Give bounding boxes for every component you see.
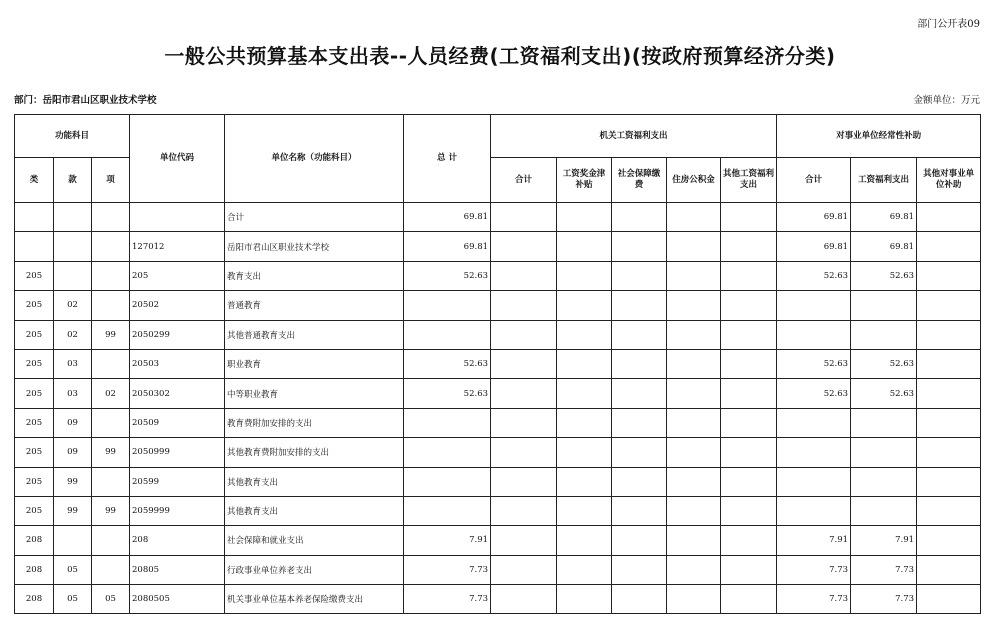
agency-wage-cell [557, 349, 612, 378]
inst-wage-cell: 69.81 [851, 232, 917, 261]
agency-social-cell [612, 408, 667, 437]
inst-other-cell [917, 291, 981, 320]
class-cell: 205 [15, 349, 54, 378]
total-cell [404, 408, 491, 437]
section-cell [54, 203, 92, 232]
unit-code-cell: 2050299 [130, 320, 225, 349]
inst-total-cell [777, 496, 851, 525]
section-cell [54, 526, 92, 555]
inst-other-cell [917, 467, 981, 496]
inst-wage-cell [851, 291, 917, 320]
inst-total-cell: 7.73 [777, 585, 851, 614]
header-agency-housing: 住房公积金 [667, 158, 721, 203]
inst-other-cell [917, 261, 981, 290]
class-cell: 205 [15, 408, 54, 437]
item-cell: 05 [92, 585, 130, 614]
inst-total-cell [777, 320, 851, 349]
inst-wage-cell [851, 320, 917, 349]
section-cell [54, 232, 92, 261]
header-total: 总 计 [404, 115, 491, 203]
header-section: 款 [54, 158, 92, 203]
agency-total-cell [491, 438, 557, 467]
agency-housing-cell [667, 291, 721, 320]
inst-wage-cell: 7.73 [851, 555, 917, 584]
section-cell: 03 [54, 349, 92, 378]
agency-wage-cell [557, 496, 612, 525]
header-agency-total: 合计 [491, 158, 557, 203]
agency-total-cell [491, 232, 557, 261]
inst-total-cell [777, 408, 851, 437]
table-row [15, 203, 981, 232]
agency-total-cell [491, 526, 557, 555]
header-agency-wage: 工资奖金津补贴 [557, 158, 612, 203]
unit-name-cell: 职业教育 [225, 349, 404, 378]
total-cell: 7.91 [404, 526, 491, 555]
agency-housing-cell [667, 585, 721, 614]
section-cell: 02 [54, 291, 92, 320]
agency-wage-cell [557, 467, 612, 496]
class-cell [15, 203, 54, 232]
header-inst-wage: 工资福利支出 [851, 158, 917, 203]
class-cell: 205 [15, 438, 54, 467]
agency-social-cell [612, 349, 667, 378]
inst-total-cell: 52.63 [777, 349, 851, 378]
unit-code-cell: 20509 [130, 408, 225, 437]
agency-social-cell [612, 438, 667, 467]
inst-other-cell [917, 408, 981, 437]
unit-name-cell: 中等职业教育 [225, 379, 404, 408]
agency-other-cell [721, 232, 777, 261]
header-item: 项 [92, 158, 130, 203]
inst-wage-cell [851, 467, 917, 496]
agency-total-cell [491, 496, 557, 525]
table-row [15, 408, 981, 437]
item-cell [92, 555, 130, 584]
table-row [15, 320, 981, 349]
agency-housing-cell [667, 232, 721, 261]
agency-other-cell [721, 496, 777, 525]
unit-code-cell: 20502 [130, 291, 225, 320]
unit-code-cell: 205 [130, 261, 225, 290]
item-cell [92, 467, 130, 496]
inst-total-cell: 7.73 [777, 555, 851, 584]
header-class: 类 [15, 158, 54, 203]
agency-other-cell [721, 467, 777, 496]
agency-other-cell [721, 261, 777, 290]
class-cell [15, 232, 54, 261]
total-cell [404, 291, 491, 320]
inst-total-cell [777, 291, 851, 320]
inst-other-cell [917, 349, 981, 378]
agency-other-cell [721, 320, 777, 349]
agency-wage-cell [557, 291, 612, 320]
agency-housing-cell [667, 349, 721, 378]
agency-wage-cell [557, 232, 612, 261]
agency-wage-cell [557, 261, 612, 290]
agency-other-cell [721, 438, 777, 467]
header-unit-code: 单位代码 [130, 115, 225, 203]
agency-housing-cell [667, 320, 721, 349]
agency-total-cell [491, 408, 557, 437]
class-cell: 208 [15, 585, 54, 614]
table-row [15, 467, 981, 496]
inst-other-cell [917, 320, 981, 349]
header-unit-name: 单位名称（功能科目） [225, 115, 404, 203]
agency-wage-cell [557, 408, 612, 437]
agency-other-cell [721, 291, 777, 320]
inst-wage-cell: 52.63 [851, 261, 917, 290]
inst-wage-cell: 52.63 [851, 379, 917, 408]
agency-wage-cell [557, 555, 612, 584]
agency-social-cell [612, 261, 667, 290]
unit-name-cell: 行政事业单位养老支出 [225, 555, 404, 584]
unit-code-cell: 20599 [130, 467, 225, 496]
unit-name-cell: 其他教育费附加安排的支出 [225, 438, 404, 467]
class-cell: 205 [15, 261, 54, 290]
section-cell: 99 [54, 467, 92, 496]
agency-other-cell [721, 349, 777, 378]
inst-wage-cell: 7.91 [851, 526, 917, 555]
unit-code-cell: 2050999 [130, 438, 225, 467]
table-row [15, 555, 981, 584]
unit-name-cell: 其他教育支出 [225, 467, 404, 496]
inst-other-cell [917, 438, 981, 467]
class-cell: 205 [15, 291, 54, 320]
unit-name-cell: 普通教育 [225, 291, 404, 320]
item-cell [92, 261, 130, 290]
agency-social-cell [612, 585, 667, 614]
agency-social-cell [612, 379, 667, 408]
total-cell: 52.63 [404, 379, 491, 408]
inst-other-cell [917, 203, 981, 232]
agency-total-cell [491, 291, 557, 320]
agency-social-cell [612, 320, 667, 349]
table-row [15, 261, 981, 290]
inst-wage-cell [851, 496, 917, 525]
agency-housing-cell [667, 555, 721, 584]
page-title: 一般公共预算基本支出表--人员经费(工资福利支出)(按政府预算经济分类) [164, 44, 836, 68]
agency-other-cell [721, 585, 777, 614]
total-cell: 7.73 [404, 555, 491, 584]
inst-total-cell: 7.91 [777, 526, 851, 555]
inst-wage-cell: 7.73 [851, 585, 917, 614]
agency-social-cell [612, 203, 667, 232]
agency-housing-cell [667, 203, 721, 232]
item-cell: 99 [92, 320, 130, 349]
unit-code-cell: 20503 [130, 349, 225, 378]
inst-other-cell [917, 555, 981, 584]
table-row [15, 232, 981, 261]
table-row [15, 526, 981, 555]
class-cell: 208 [15, 526, 54, 555]
class-cell: 205 [15, 496, 54, 525]
header-function-subject: 功能科目 [15, 115, 130, 158]
inst-other-cell [917, 526, 981, 555]
agency-housing-cell [667, 379, 721, 408]
department-label: 部门：岳阳市君山区职业技术学校 [14, 95, 157, 106]
table-row [15, 496, 981, 525]
agency-other-cell [721, 526, 777, 555]
item-cell [92, 349, 130, 378]
section-cell: 05 [54, 555, 92, 584]
form-number: 部门公开表09 [917, 19, 980, 30]
agency-social-cell [612, 496, 667, 525]
total-cell [404, 320, 491, 349]
agency-total-cell [491, 320, 557, 349]
agency-wage-cell [557, 203, 612, 232]
agency-wage-cell [557, 320, 612, 349]
inst-other-cell [917, 496, 981, 525]
agency-wage-cell [557, 379, 612, 408]
header-agency-social: 社会保障缴费 [612, 158, 667, 203]
unit-code-cell: 20805 [130, 555, 225, 584]
item-cell [92, 291, 130, 320]
inst-total-cell: 69.81 [777, 232, 851, 261]
table-row [15, 438, 981, 467]
header-agency-other: 其他工资福利支出 [721, 158, 777, 203]
agency-housing-cell [667, 467, 721, 496]
expenditure-table [14, 114, 981, 614]
agency-social-cell [612, 291, 667, 320]
inst-wage-cell: 52.63 [851, 349, 917, 378]
agency-total-cell [491, 349, 557, 378]
agency-wage-cell [557, 585, 612, 614]
section-cell: 09 [54, 408, 92, 437]
agency-other-cell [721, 555, 777, 584]
unit-code-cell: 2050302 [130, 379, 225, 408]
item-cell [92, 526, 130, 555]
agency-wage-cell [557, 438, 612, 467]
item-cell: 99 [92, 438, 130, 467]
table-row [15, 379, 981, 408]
total-cell: 69.81 [404, 232, 491, 261]
agency-social-cell [612, 555, 667, 584]
unit-name-cell: 岳阳市君山区职业技术学校 [225, 232, 404, 261]
unit-code-cell: 2080505 [130, 585, 225, 614]
inst-total-cell: 69.81 [777, 203, 851, 232]
class-cell: 205 [15, 320, 54, 349]
agency-housing-cell [667, 438, 721, 467]
class-cell: 208 [15, 555, 54, 584]
agency-other-cell [721, 379, 777, 408]
inst-total-cell: 52.63 [777, 379, 851, 408]
inst-other-cell [917, 585, 981, 614]
class-cell: 205 [15, 467, 54, 496]
total-cell [404, 496, 491, 525]
unit-name-cell: 其他教育支出 [225, 496, 404, 525]
unit-code-cell: 127012 [130, 232, 225, 261]
unit-code-cell [130, 203, 225, 232]
agency-social-cell [612, 467, 667, 496]
class-cell: 205 [15, 379, 54, 408]
section-cell: 03 [54, 379, 92, 408]
agency-total-cell [491, 261, 557, 290]
agency-other-cell [721, 408, 777, 437]
agency-housing-cell [667, 496, 721, 525]
inst-wage-cell: 69.81 [851, 203, 917, 232]
table-row [15, 349, 981, 378]
agency-total-cell [491, 467, 557, 496]
section-cell: 02 [54, 320, 92, 349]
agency-social-cell [612, 232, 667, 261]
section-cell: 09 [54, 438, 92, 467]
total-cell: 52.63 [404, 261, 491, 290]
unit-label: 金额单位：万元 [913, 95, 980, 106]
unit-code-cell: 2059999 [130, 496, 225, 525]
inst-total-cell [777, 438, 851, 467]
agency-housing-cell [667, 261, 721, 290]
header-inst-group: 对事业单位经常性补助 [777, 115, 981, 158]
unit-name-cell: 教育支出 [225, 261, 404, 290]
inst-other-cell [917, 379, 981, 408]
unit-name-cell: 合计 [225, 203, 404, 232]
item-cell [92, 408, 130, 437]
agency-other-cell [721, 203, 777, 232]
unit-name-cell: 其他普通教育支出 [225, 320, 404, 349]
unit-name-cell: 机关事业单位基本养老保险缴费支出 [225, 585, 404, 614]
total-cell: 7.73 [404, 585, 491, 614]
agency-social-cell [612, 526, 667, 555]
inst-wage-cell [851, 408, 917, 437]
total-cell [404, 467, 491, 496]
inst-total-cell: 52.63 [777, 261, 851, 290]
agency-housing-cell [667, 408, 721, 437]
agency-total-cell [491, 379, 557, 408]
agency-total-cell [491, 555, 557, 584]
header-inst-total: 合计 [777, 158, 851, 203]
item-cell [92, 203, 130, 232]
inst-other-cell [917, 232, 981, 261]
section-cell [54, 261, 92, 290]
table-row [15, 291, 981, 320]
header-agency-group: 机关工资福利支出 [491, 115, 777, 158]
agency-wage-cell [557, 526, 612, 555]
inst-wage-cell [851, 438, 917, 467]
section-cell: 99 [54, 496, 92, 525]
unit-code-cell: 208 [130, 526, 225, 555]
inst-total-cell [777, 467, 851, 496]
header-inst-other: 其他对事业单位补助 [917, 158, 981, 203]
agency-housing-cell [667, 526, 721, 555]
table-row [15, 585, 981, 614]
total-cell: 69.81 [404, 203, 491, 232]
unit-name-cell: 社会保障和就业支出 [225, 526, 404, 555]
item-cell: 99 [92, 496, 130, 525]
unit-name-cell: 教育费附加安排的支出 [225, 408, 404, 437]
agency-total-cell [491, 585, 557, 614]
item-cell [92, 232, 130, 261]
total-cell [404, 438, 491, 467]
item-cell: 02 [92, 379, 130, 408]
section-cell: 05 [54, 585, 92, 614]
agency-total-cell [491, 203, 557, 232]
total-cell: 52.63 [404, 349, 491, 378]
